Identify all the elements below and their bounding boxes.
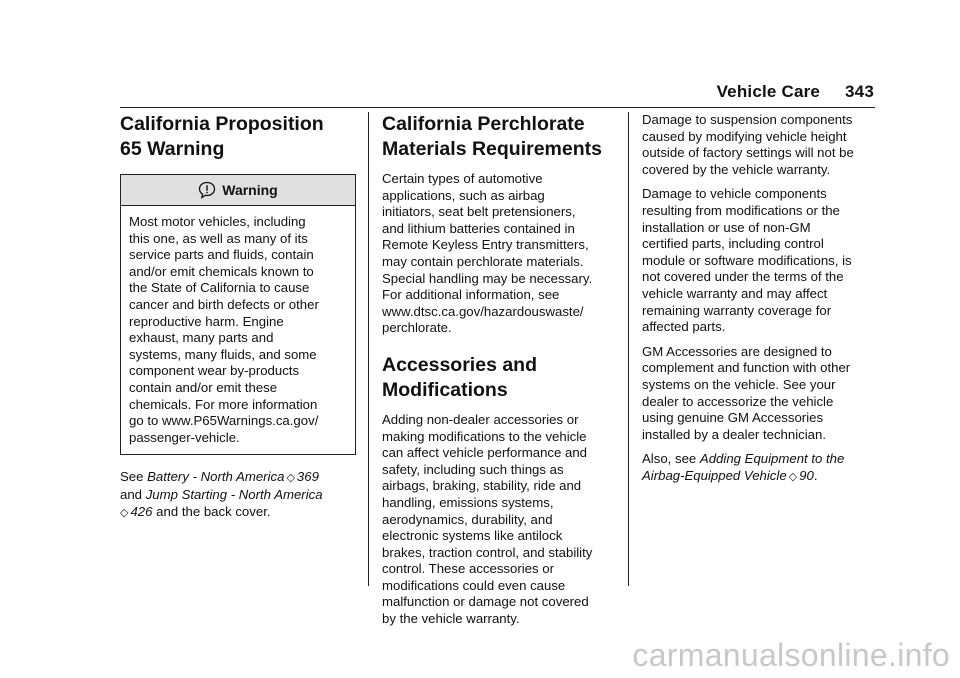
- warning-line: exhaust, many parts and: [129, 330, 274, 346]
- see-and: and: [120, 486, 143, 502]
- components-paragraph: [642, 186, 877, 335]
- text-line: modifications could even cause: [382, 577, 566, 593]
- column-2: [382, 112, 615, 628]
- prop65-heading-line1: California Proposition: [120, 113, 324, 135]
- text-line: caused by modifying vehicle height: [642, 128, 847, 144]
- text-line: initiators, seat belt pretensioners,: [382, 204, 576, 220]
- text-line: and lithium batteries contained in: [382, 220, 575, 236]
- warning-line: and/or emit chemicals known to: [129, 263, 314, 279]
- warning-body: [121, 206, 355, 454]
- see-also-paragraph: [120, 469, 356, 521]
- text-line: handling, emissions systems,: [382, 494, 554, 510]
- warning-label: Warning: [222, 182, 278, 198]
- column-divider-1: [368, 112, 369, 586]
- text-line: using genuine GM Accessories: [642, 410, 824, 426]
- site-watermark: carmanualsonline.info: [632, 637, 950, 673]
- warning-line: this one, as well as many of its: [129, 230, 308, 246]
- page-header: [717, 82, 874, 102]
- page-ref-arrow-icon: ◇: [286, 472, 295, 485]
- prop65-heading-line2: 65 Warning: [120, 138, 225, 160]
- warning-line: the State of California to cause: [129, 280, 310, 296]
- text-line: affected parts.: [642, 319, 726, 335]
- text-line: Damage to suspension components: [642, 112, 853, 127]
- suspension-paragraph: [642, 112, 877, 178]
- warning-line: cancer and birth defects or other: [129, 296, 319, 312]
- warning-box: [120, 174, 356, 455]
- text-line: making modifications to the vehicle: [382, 428, 587, 444]
- accessories-heading-line1: Accessories and: [382, 353, 538, 376]
- warning-line: systems, many fluids, and some: [129, 346, 317, 362]
- accessories-heading: [382, 353, 615, 403]
- warning-line: reproductive harm. Engine: [129, 313, 284, 329]
- text-line: by the vehicle warranty.: [382, 611, 520, 627]
- jump-starting-link[interactable]: Jump Starting - North America: [145, 486, 323, 502]
- text-line: malfunction or damage not covered: [382, 594, 589, 610]
- text-line: For additional information, see: [382, 287, 560, 303]
- text-line: dealer to accessorize the vehicle: [642, 393, 834, 409]
- text-line: vehicle warranty and may affect: [642, 285, 828, 301]
- prop65-heading: [120, 112, 356, 162]
- page-number: 343: [845, 82, 874, 101]
- text-line: covered by the vehicle warranty.: [642, 161, 831, 177]
- airbag-equipment-link-cont[interactable]: Airbag-Equipped Vehicle: [642, 467, 787, 483]
- page-ref-arrow-icon: ◇: [120, 506, 129, 519]
- accessories-paragraph: [382, 412, 615, 628]
- text-line: installed by a dealer technician.: [642, 426, 827, 442]
- warning-line: contain and/or emit these: [129, 379, 278, 395]
- also-see-suffix: .: [813, 467, 818, 483]
- text-line: GM Accessories are designed to: [642, 343, 832, 359]
- text-line: applications, such as airbag: [382, 187, 545, 203]
- dtsc-url-link[interactable]: www.dtsc.ca.gov/hazardouswaste/: [382, 303, 584, 319]
- text-line: installation or use of non-GM: [642, 219, 811, 235]
- perchlorate-paragraph: [382, 171, 615, 337]
- warning-line: passenger-vehicle.: [129, 429, 240, 445]
- jump-starting-page-link[interactable]: 426: [130, 503, 153, 519]
- column-divider-2: [628, 112, 629, 586]
- text-line: safety, including such things as: [382, 461, 564, 477]
- perchlorate-heading: [382, 112, 615, 162]
- page-ref-arrow-icon: ◇: [788, 470, 798, 483]
- text-line: control. These accessories or: [382, 561, 555, 577]
- text-line: Remote Keyless Entry transmitters,: [382, 237, 589, 253]
- text-line: resulting from modifications or the: [642, 202, 840, 218]
- exclamation-speech-icon: [198, 181, 216, 199]
- text-line: aerodynamics, durability, and: [382, 511, 553, 527]
- warning-line: component wear by-products: [129, 363, 300, 379]
- perchlorate-heading-line1: California Perchlorate: [382, 113, 585, 135]
- text-line: Certain types of automotive: [382, 171, 543, 186]
- airbag-equipment-link[interactable]: Adding Equipment to the: [699, 451, 845, 467]
- warning-header: [121, 175, 355, 206]
- text-line: Damage to vehicle components: [642, 186, 827, 202]
- airbag-equipment-page-link[interactable]: 90: [799, 467, 814, 483]
- text-line: electronic systems like antilock: [382, 528, 563, 544]
- text-line: Adding non-dealer accessories or: [382, 411, 579, 427]
- text-line: not covered under the terms of the: [642, 269, 844, 285]
- section-title: Vehicle Care: [716, 82, 821, 101]
- text-line: Special handling may be necessary.: [382, 270, 593, 286]
- text-line: perchlorate.: [382, 320, 452, 336]
- perchlorate-heading-line2: Materials Requirements: [382, 138, 602, 160]
- text-line: can affect vehicle performance and: [382, 445, 588, 461]
- warning-line: go to www.P65Warnings.ca.gov/: [129, 413, 319, 429]
- text-line: module or software modifications, is: [642, 252, 852, 268]
- warning-line: service parts and fluids, contain: [129, 247, 314, 263]
- gm-accessories-paragraph: [642, 344, 877, 444]
- warning-line: Most motor vehicles, including: [129, 214, 306, 229]
- see-suffix: and the back cover.: [156, 503, 271, 519]
- text-line: may contain perchlorate materials.: [382, 253, 584, 269]
- battery-link[interactable]: Battery - North America: [147, 469, 285, 485]
- battery-page-link[interactable]: 369: [296, 469, 319, 485]
- text-line: remaining warranty coverage for: [642, 302, 832, 318]
- column-3: [642, 112, 877, 485]
- see-prefix: See: [120, 469, 144, 485]
- text-line: brakes, traction control, and stability: [382, 544, 593, 560]
- warning-line: chemicals. For more information: [129, 396, 318, 412]
- text-line: outside of factory settings will not be: [642, 145, 854, 161]
- header-rule: [120, 107, 875, 108]
- also-see-paragraph: [642, 451, 877, 485]
- column-1: [120, 112, 356, 521]
- also-see-prefix: Also, see: [642, 451, 697, 467]
- text-line: airbags, braking, stability, ride and: [382, 478, 582, 494]
- text-line: systems on the vehicle. See your: [642, 376, 836, 392]
- text-line: complement and function with other: [642, 360, 851, 376]
- accessories-heading-line2: Modifications: [382, 378, 508, 401]
- text-line: certified parts, including control: [642, 236, 824, 252]
